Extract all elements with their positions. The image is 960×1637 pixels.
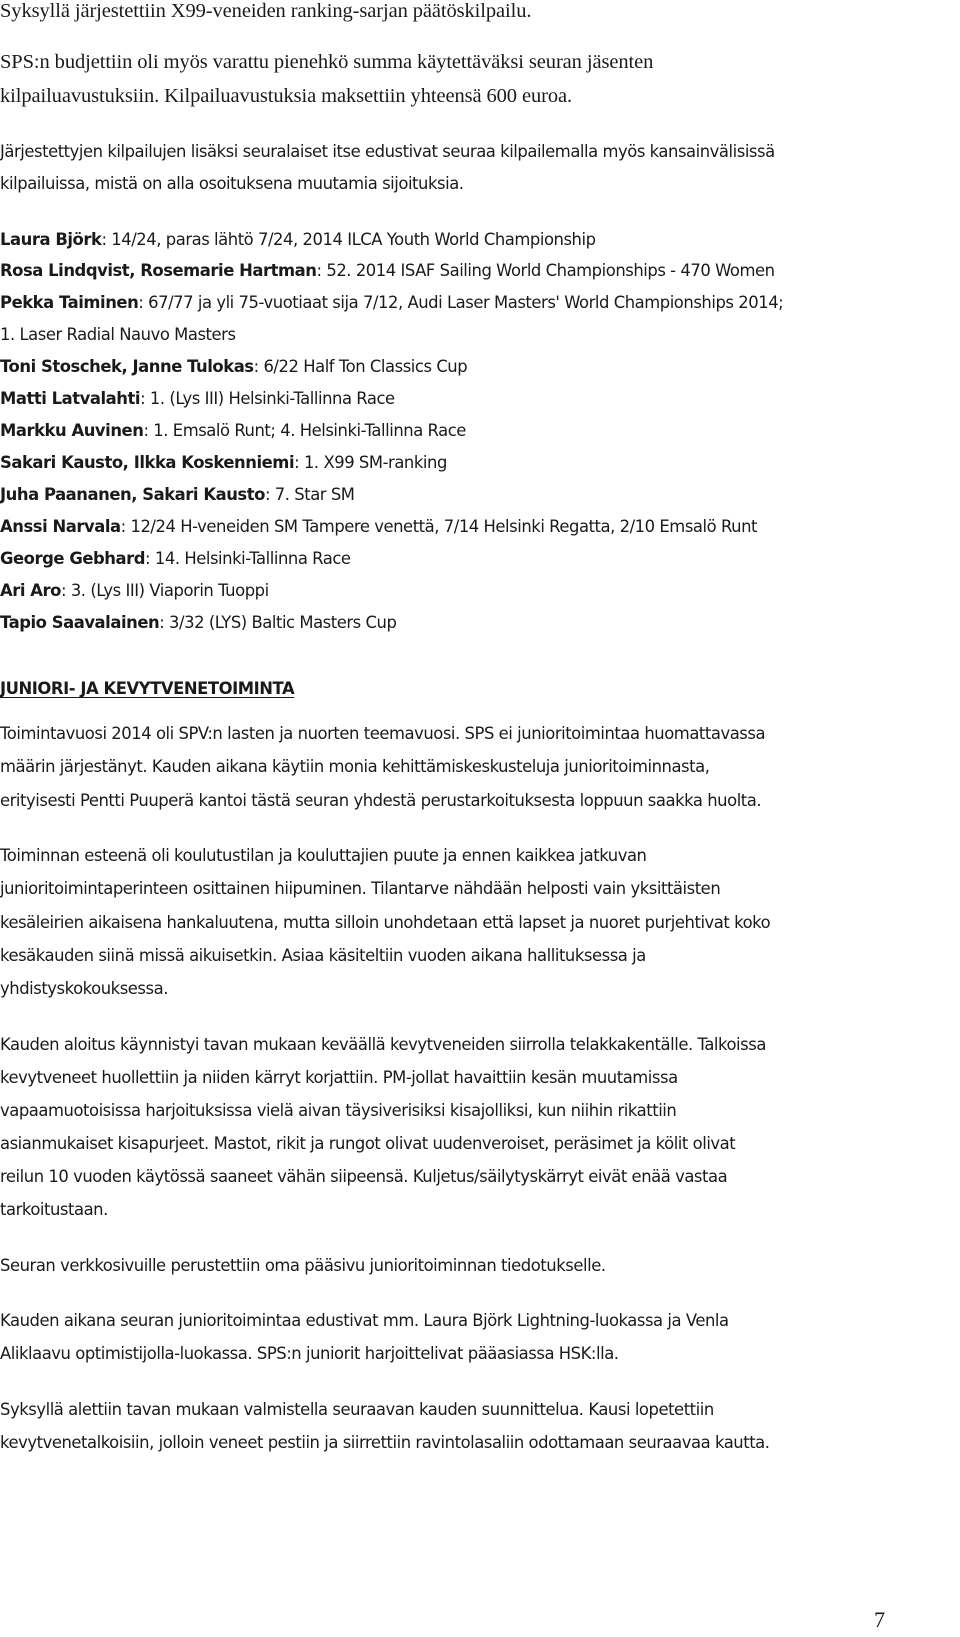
sailor-name: Juha Paananen, Sakari Kausto: [0, 485, 265, 504]
international-paragraph-line-2: kilpailuissa, mistä on alla osoituksena muutamia sijoituksia.: [0, 174, 464, 193]
result-entry: [0, 291, 783, 315]
result-text: : 1. Emsalö Runt; 4. Helsinki-Tallinna Race: [143, 421, 466, 440]
result-entry: [0, 387, 395, 411]
result-text: : 3/32 (LYS) Baltic Masters Cup: [159, 613, 397, 632]
sailor-name: Tapio Saavalainen: [0, 613, 160, 632]
body-line: Aliklaavu optimistijolla-luokassa. SPS:n juniorit harjoittelivat pääasiassa HSK:lla.: [0, 1344, 619, 1363]
body-line: asianmukaiset kisapurjeet. Mastot, rikit ja rungot olivat uudenveroiset, peräsimet ja kölit olivat: [0, 1134, 736, 1153]
sailor-name: Rosa Lindqvist, Rosemarie Hartman: [0, 261, 317, 280]
result-text: : 12/24 H-veneiden SM Tampere venettä, 7/14 Helsinki Regatta, 2/10 Emsalö Runt: [120, 517, 758, 536]
body-line: tarkoitustaan.: [0, 1200, 108, 1219]
result-text: : 67/77 ja yli 75-vuotiaat sija 7/12, Audi Laser Masters' World Championships 2014;: [138, 293, 784, 312]
result-text: : 3. (Lys III) Viaporin Tuoppi: [60, 581, 269, 600]
body-line: junioritoimintaperinteen osittainen hiipuminen. Tilantarve nähdään helposti vain yksittäisten: [0, 879, 721, 898]
body-line: yhdistyskokouksessa.: [0, 979, 168, 998]
body-line: kesäleirien aikaisena hankaluutena, mutta silloin unohdetaan että lapset ja nuoret purjehtivat koko: [0, 913, 771, 932]
sailor-name: Ari Aro: [0, 581, 61, 600]
page-number: 7: [874, 1607, 885, 1632]
result-text: : 7. Star SM: [264, 485, 355, 504]
result-entry: [0, 547, 351, 571]
body-line: erityisesti Pentti Puuperä kantoi tästä seuran yhdestä perustarkoituksesta loppuun saakka huolta.: [0, 791, 762, 810]
body-line: kesäkauden siinä missä aikuisetkin. Asiaa käsiteltiin vuoden aikana hallituksessa ja: [0, 946, 646, 965]
result-text: : 14. Helsinki-Tallinna Race: [145, 549, 351, 568]
body-line: määrin järjestänyt. Kauden aikana käytiin monia kehittämiskeskusteluja junioritoiminnasta,: [0, 757, 710, 776]
sailor-name: Pekka Taiminen: [0, 293, 139, 312]
result-text: : 1. X99 SM-ranking: [294, 453, 447, 472]
body-line: kevytveneet huollettiin ja niiden kärryt korjattiin. PM-jollat havaittiin kesän muutamissa: [0, 1068, 678, 1087]
sailor-name: Toni Stoschek, Janne Tulokas: [0, 357, 254, 376]
section-heading: JUNIORI- JA KEVYTVENETOIMINTA: [0, 679, 295, 698]
sailor-name: George Gebhard: [0, 549, 146, 568]
body-line: Toiminnan esteenä oli koulutustilan ja kouluttajien puute ja ennen kaikkea jatkuvan: [0, 846, 647, 865]
body-line: Syksyllä alettiin tavan mukaan valmistella seuraavan kauden suunnittelua. Kausi lopetettiin: [0, 1400, 714, 1419]
sailor-name: Sakari Kausto, Ilkka Koskenniemi: [0, 453, 295, 472]
result-entry: [0, 483, 355, 507]
sailor-name: Matti Latvalahti: [0, 389, 141, 408]
result-entry: [0, 228, 596, 252]
body-line: Kauden aloitus käynnistyi tavan mukaan keväällä kevytveneiden siirrolla telakkakentälle. Talkoissa: [0, 1035, 766, 1054]
body-line: Toimintavuosi 2014 oli SPV:n lasten ja nuorten teemavuosi. SPS ei junioritoimintaa huomattavassa: [0, 724, 766, 743]
international-paragraph-line-1: Järjestettyjen kilpailujen lisäksi seuralaiset itse edustivat seuraa kilpailemalla myös kansainvälisissä: [0, 142, 775, 161]
result-entry: [0, 355, 467, 379]
result-text: : 1. (Lys III) Helsinki-Tallinna Race: [140, 389, 395, 408]
result-entry: [0, 451, 447, 475]
body-line: kevytvenetalkoisiin, jolloin veneet pestiin ja siirrettiin ravintolasaliin odottamaan seuraavaa kautta.: [0, 1433, 770, 1452]
sailor-name: Markku Auvinen: [0, 421, 144, 440]
result-text: : 6/22 Half Ton Classics Cup: [253, 357, 468, 376]
result-text: : 14/24, paras lähtö 7/24, 2014 ILCA Youth World Championship: [101, 230, 596, 249]
body-line: Kauden aikana seuran junioritoimintaa edustivat mm. Laura Björk Lightning-luokassa ja Venla: [0, 1311, 729, 1330]
body-line: vapaamuotoisissa harjoituksissa vielä aivan täysiverisiksi kisajolliksi, kun niihin rikattiin: [0, 1101, 677, 1120]
result-entry: [0, 579, 269, 603]
result-entry: [0, 419, 466, 443]
sailor-name: Anssi Narvala: [0, 517, 121, 536]
body-line: Seuran verkkosivuille perustettiin oma pääsivu junioritoiminnan tiedotukselle.: [0, 1256, 606, 1275]
intro-paragraph: Syksyllä järjestettiin X99-veneiden ranking-sarjan päätöskilpailu.: [0, 0, 532, 22]
result-entry: [0, 611, 396, 635]
result-entry: [0, 515, 757, 539]
sailor-name: Laura Björk: [0, 230, 102, 249]
result-entry: [0, 259, 775, 283]
budget-paragraph-line-1: SPS:n budjettiin oli myös varattu pienehkö summa käytettäväksi seuran jäsenten: [0, 51, 654, 73]
result-entry-continuation: 1. Laser Radial Nauvo Masters: [0, 325, 236, 344]
result-text: : 52. 2014 ISAF Sailing World Championships - 470 Women: [316, 261, 775, 280]
body-line: reilun 10 vuoden käytössä saaneet vähän siipeensä. Kuljetus/säilytyskärryt eivät enää vastaa: [0, 1167, 728, 1186]
budget-paragraph-line-2: kilpailuavustuksiin. Kilpailuavustuksia maksettiin yhteensä 600 euroa.: [0, 85, 573, 107]
